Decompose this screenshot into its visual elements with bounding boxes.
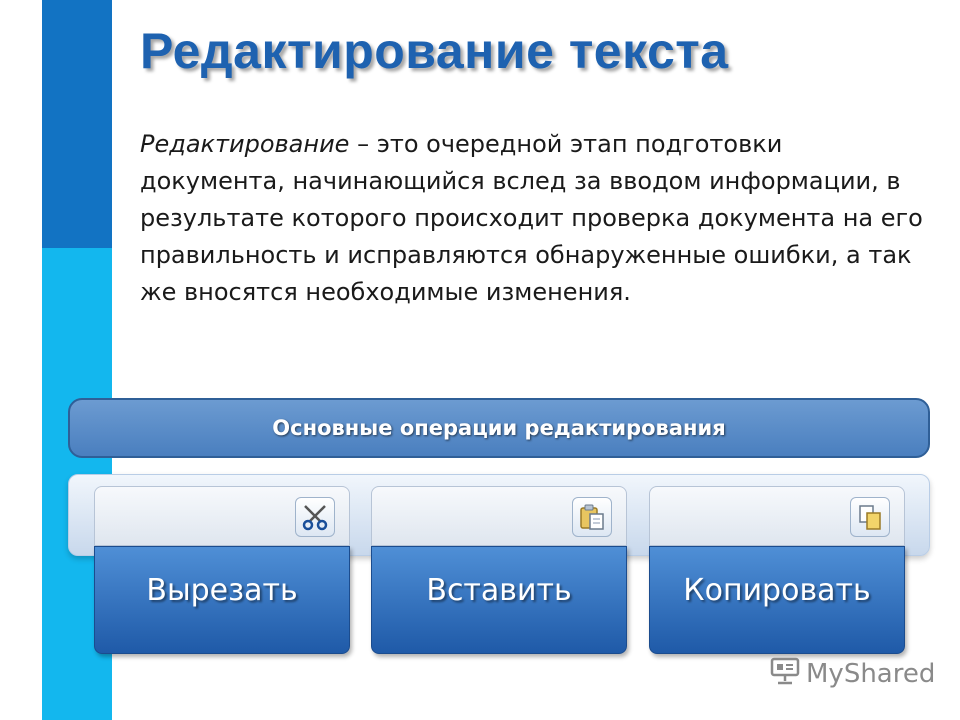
- definition-term: Редактирование: [140, 130, 350, 158]
- operation-copy-label: Копировать: [649, 546, 905, 654]
- operation-cut[interactable]: [94, 486, 350, 654]
- operation-cut-slot: [94, 486, 350, 546]
- operation-paste-label: Вставить: [371, 546, 627, 654]
- operation-copy-slot: [649, 486, 905, 546]
- slide-title: Редактирование текста: [140, 23, 729, 79]
- operations-header: [68, 398, 930, 458]
- definition-paragraph: [140, 126, 930, 311]
- operation-copy[interactable]: [649, 486, 905, 654]
- copy-icon[interactable]: [850, 497, 890, 537]
- definition-text: – это очередной этап подготовки документа, начинающийся вслед за вводом информации, в результате которого происходит проверка документа на его правильность и исправляются обнаруженные ошибки, а так же вносятся необходимые изменения.: [140, 130, 923, 306]
- operation-paste-slot: [371, 486, 627, 546]
- paste-icon[interactable]: [572, 497, 612, 537]
- watermark: [770, 656, 935, 692]
- operation-paste[interactable]: [371, 486, 627, 654]
- watermark-text: MyShared: [806, 659, 936, 689]
- left-accent-bar-dark: [42, 0, 112, 248]
- projector-icon: [770, 657, 800, 692]
- operation-cut-label: Вырезать: [94, 546, 350, 654]
- operations-header-label: Основные операции редактирования: [272, 416, 726, 440]
- scissors-icon[interactable]: [295, 497, 335, 537]
